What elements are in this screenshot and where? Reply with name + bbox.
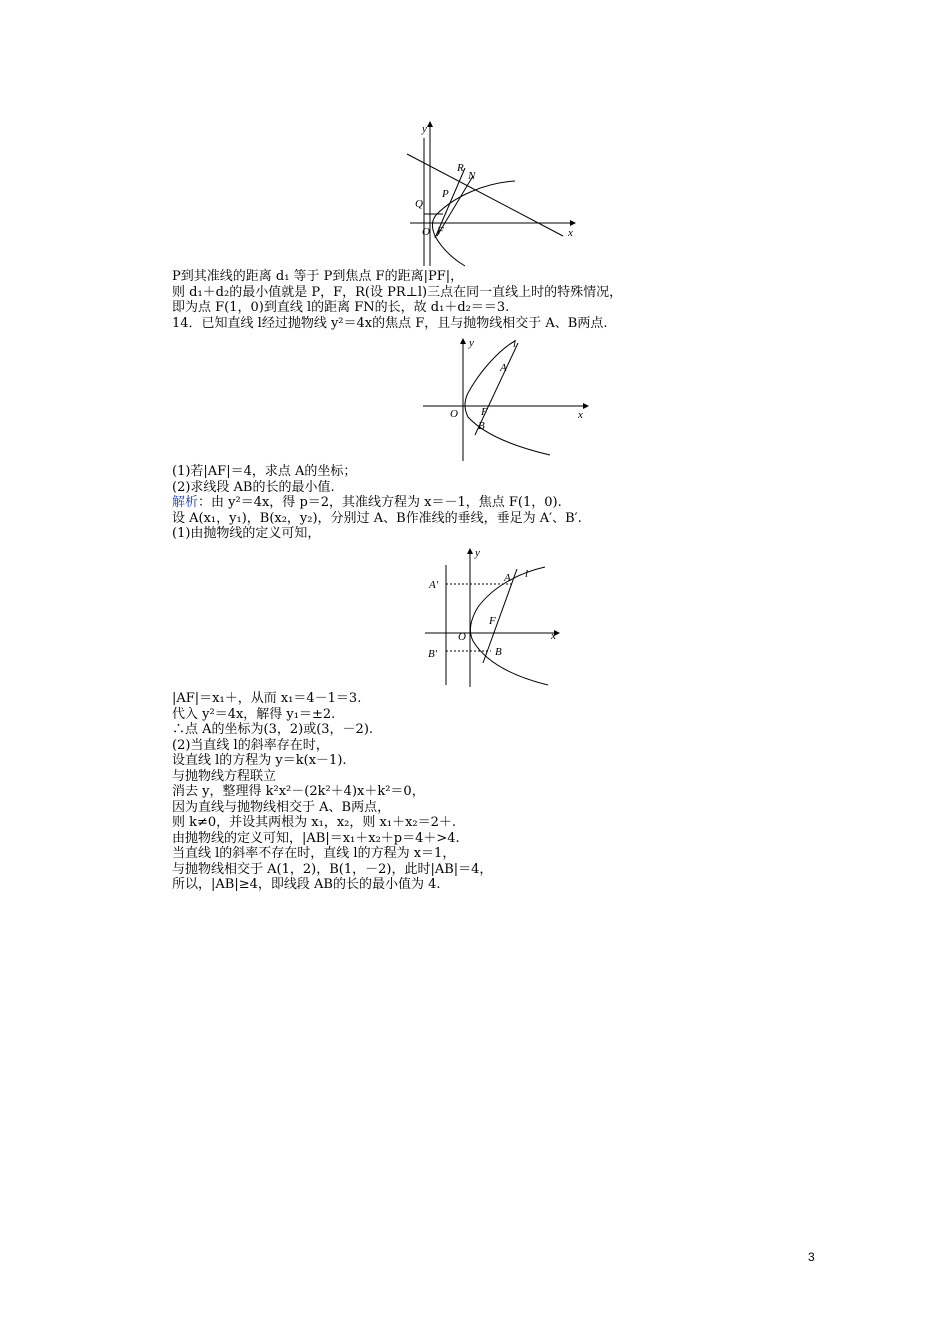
text-line: ∴点 A的坐标为(3，2)或(3，－2). [172,722,374,737]
figure-1 [405,118,585,268]
figure-3 [423,545,563,687]
text-line: 则 d₁＋d₂的最小值就是 P，F，R(设 PR⊥l)三点在同一直线上时的特殊情况， [172,284,623,300]
text-line: |AF|＝x₁＋，从而 x₁＝4－1＝3. [172,691,362,706]
parabola [465,341,550,455]
figure-1-diagram [405,118,585,268]
text-line: 因为直线与抛物线相交于 A、B两点， [172,799,391,815]
question-1: (1)若|AF|＝4，求点 A的坐标； [172,464,357,479]
analysis-label: 解析 [172,495,199,510]
text-line: (2)当直线 l的斜率存在时， [172,737,329,753]
label-b-prime: B′ [428,648,438,660]
label-o: O [458,631,466,643]
text-block-2 [172,464,792,542]
text-line: 消去 y，整理得 k²x²－(2k²＋4)x＋k²＝0， [172,784,425,799]
label-l: l [525,568,529,580]
text-block-3 [172,691,792,893]
label-q: Q [415,198,423,210]
x-arrow [583,403,589,409]
text-line: 与抛物线方程联立 [172,768,277,784]
text-line: 即为点 F(1，0)到直线 l的距离 FN的长，故 d₁＋d₂＝＝3. [172,300,510,315]
label-a: A [500,362,507,374]
answer-intro [172,495,792,511]
text-line: (1)由抛物线的定义可知， [172,526,321,541]
text-line: 由抛物线的定义可知，|AB|＝x₁＋x₂＋p＝4＋>4. [172,830,460,846]
text-line: P到其准线的距离 d₁ 等于 P到焦点 F的距离|PF|， [172,269,464,284]
text-line: 设直线 l的方程为 y＝k(x－1). [172,753,347,768]
text-line: 所以，|AB|≥4，即线段 AB的长的最小值为 4. [172,877,441,892]
label-o: O [450,408,458,420]
text-block-1 [172,269,792,331]
text-line: 与抛物线相交于 A(1，2)，B(1，－2)，此时|AB|＝4， [172,861,493,877]
label-y: y [469,337,474,349]
label-f: F [489,615,496,627]
answer-text: ：由 y²＝4x，得 p＝2，其准线方程为 x＝－1，焦点 F(1，0). [198,495,562,510]
figure-2 [420,333,590,463]
x-arrow [570,220,576,226]
label-y: y [422,123,427,135]
label-x: x [551,630,556,642]
text-line: 当直线 l的斜率不存在时，直线 l的方程为 x＝1， [172,846,456,861]
text-line: 设 A(x₁，y₁)，B(x₂，y₂)，分别过 A、B作准线的垂线，垂足为 A′、B′. [172,510,582,526]
label-l: l [513,338,517,350]
label-b: B [478,420,485,432]
y-arrow [467,548,473,554]
label-x: x [578,409,583,421]
label-x: x [568,227,573,239]
y-arrow [460,338,466,344]
figure-3-diagram [423,545,563,687]
label-r: R [457,162,464,174]
figure-2-diagram [420,333,590,463]
label-a-prime: A′ [429,579,439,591]
label-o: O [422,226,430,238]
label-b: B [495,646,502,658]
label-y: y [475,547,480,559]
label-f: F [437,225,444,237]
page-number: 3 [808,1250,815,1264]
text-line: 则 k≠0，并设其两根为 x₁，x₂，则 x₁＋x₂＝2＋. [172,815,457,830]
text-line: 代入 y²＝4x，解得 y₁＝±2. [172,706,336,722]
label-a: A [504,572,511,584]
label-f: F [481,406,488,418]
label-n: N [468,170,476,182]
label-p: P [442,188,449,200]
problem-14: 14．已知直线 l经过抛物线 y²＝4x的焦点 F，且与抛物线相交于 A、B两点. [172,315,608,331]
parabola [470,567,548,685]
question-2: (2)求线段 AB的长的最小值. [172,479,335,495]
y-arrow [427,121,433,127]
